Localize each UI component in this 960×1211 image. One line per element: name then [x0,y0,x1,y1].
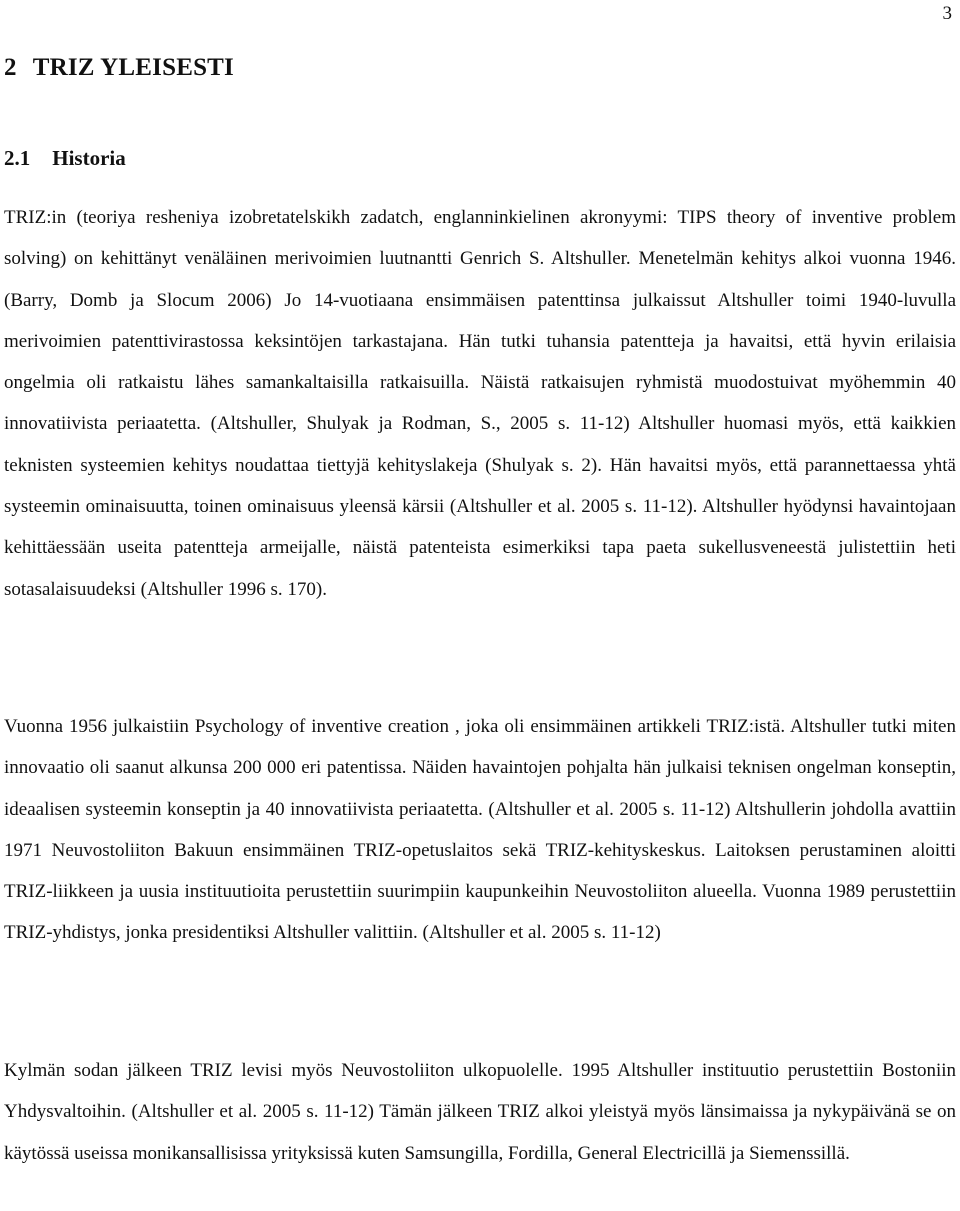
chapter-title: TRIZ YLEISESTI [32,54,234,81]
chapter-heading [4,54,234,82]
section-number: 2.1 [4,146,31,170]
body-paragraph: Vuonna 1956 julkaistiin Psychology of inventive creation , joka oli ensimmäinen artikkeli TRIZ:istä. Altshuller tutki miten innovaatio oli saanut alkunsa 200 000 eri patentissa. Näiden havaintojen pohjalta hän julkaisi teknisen ongelman konseptin, ideaalisen systeemin konseptin ja 40 innovatiivista periaatetta. (Altshuller et al. 2005 s. 11-12) Altshullerin johdolla avattiin 1971 Neuvostoliiton Bakuun ensimmäinen TRIZ-opetuslaitos sekä TRIZ-kehityskeskus. Laitoksen perustaminen aloitti TRIZ-liikkeen ja uusia instituutioita perustettiin suurimpiin kaupunkeihin Neuvostoliiton alueella. Vuonna 1989 perustettiin TRIZ-yhdistys, jonka presidentiksi Altshuller valittiin. (Altshuller et al. 2005 s. 11-12) [4,716,956,944]
body-paragraph: TRIZ:in (teoriya resheniya izobretatelskikh zadatch, englanninkielinen akronyymi: TIPS theory of inventive problem solving) on kehittänyt venäläinen merivoimien luutnantti Genrich S. Altshuller. Menetelmän kehitys alkoi vuonna 1946. (Barry, Domb ja Slocum 2006) Jo 14-vuotiaana ensimmäisen patenttinsa julkaissut Altshuller toimi 1940-luvulla merivoimien patenttivirastossa keksintöjen tarkastajana. Hän tutki tuhansia patentteja ja havaitsi, että hyvin erilaisia ongelmia oli ratkaistu lähes samankaltaisilla ratkaisuilla. Näistä ratkaisujen ryhmistä muodostuivat myöhemmin 40 innovatiivista periaatetta. (Altshuller, Shulyak ja Rodman, S., 2005 s. 11-12) Altshuller huomasi myös, että kaikkien teknisten systeemien kehitys noudattaa tiettyjä kehityslakeja (Shulyak s. 2). Hän havaitsi myös, että parannettaessa yhtä systeemin ominaisuutta, toinen ominaisuus yleensä kärsii (Altshuller et al. 2005 s. 11-12). Altshuller hyödynsi havaintojaan kehittäessään useita patentteja armeijalle, näistä patenteista esimerkiksi tapa paeta sukellusveneestä julistettiin heti sotasalaisuudeksi (Altshuller 1996 s. 170). [4,207,956,600]
chapter-number: 2 [4,54,17,81]
body-paragraph: Kylmän sodan jälkeen TRIZ levisi myös Neuvostoliiton ulkopuolelle. 1995 Altshuller instituutio perustettiin Bostoniin Yhdysvaltoihin. (Altshuller et al. 2005 s. 11-12) Tämän jälkeen TRIZ alkoi yleistyä myös länsimaissa ja nykypäivänä se on käytössä useissa monikansallisissa yrityksissä kuten Samsungilla, Fordilla, General Electricillä ja Siemenssillä. [4,1060,956,1164]
section-heading [4,146,126,171]
section-title: Historia [52,146,126,170]
page-number: 3 [942,3,952,24]
